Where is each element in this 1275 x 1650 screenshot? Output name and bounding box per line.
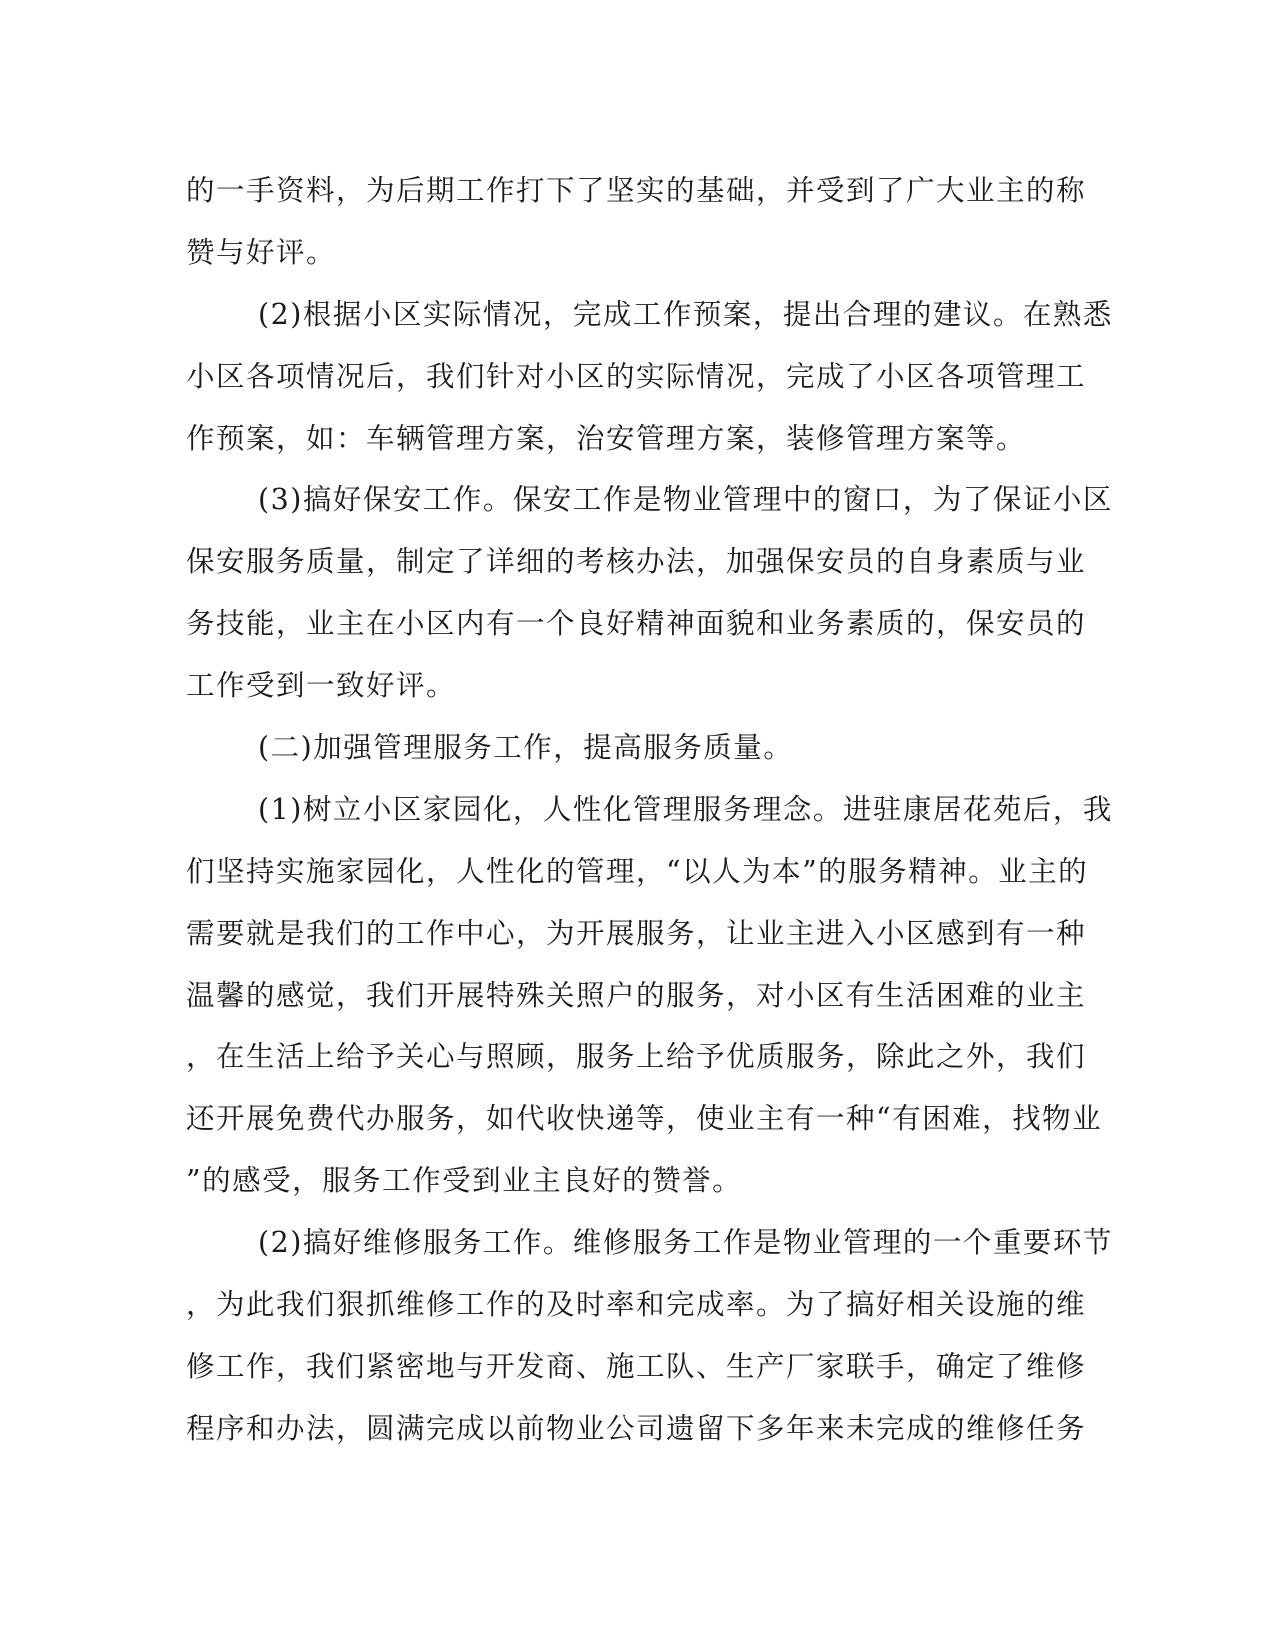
text-line: 的一手资料，为后期工作打下了坚实的基础，并受到了广大业主的称 bbox=[186, 174, 1087, 207]
text-line: 修工作，我们紧密地与开发商、施工队、生产厂家联手，确定了维修 bbox=[186, 1349, 1087, 1383]
text-line: 还开展免费代办服务，如代收快递等，使业主有一种“有困难，找物业 bbox=[186, 1102, 1103, 1136]
paragraph-start-line: (2)根据小区实际情况，完成工作预案，提出合理的建议。在熟悉 bbox=[258, 297, 1113, 331]
text-line: ，为此我们狠抓维修工作的及时率和完成率。为了搞好相关设施的维 bbox=[186, 1288, 1087, 1322]
text-line: 赞与好评。 bbox=[186, 235, 337, 269]
paragraph-start-line: (3)搞好保安工作。保安工作是物业管理中的窗口，为了保证小区 bbox=[258, 483, 1113, 517]
text-line: 们坚持实施家园化，人性化的管理，“以人为本”的服务精神。业主的 bbox=[186, 854, 1089, 888]
section-heading: (二)加强管理服务工作，提高服务质量。 bbox=[258, 731, 794, 765]
paragraph-start-line: (1)树立小区家园化，人性化管理服务理念。进驻康居花苑后，我 bbox=[258, 792, 1113, 826]
text-line: 程序和办法，圆满完成以前物业公司遗留下多年来未完成的维修任务 bbox=[186, 1411, 1087, 1445]
text-line: ”的感受，服务工作受到业主良好的赞誉。 bbox=[186, 1164, 743, 1198]
body-text bbox=[186, 160, 1113, 1460]
text-line: 需要就是我们的工作中心，为开展服务，让业主进入小区感到有一种 bbox=[186, 916, 1087, 950]
text-line: 温馨的感觉，我们开展特殊关照户的服务，对小区有生活困难的业主 bbox=[186, 978, 1087, 1012]
text-line: 务技能，业主在小区内有一个良好精神面貌和业务素质的，保安员的 bbox=[186, 607, 1087, 641]
paragraph-start-line: (2)搞好维修服务工作。维修服务工作是物业管理的一个重要环节 bbox=[258, 1226, 1113, 1260]
text-line: 工作受到一致好评。 bbox=[186, 669, 457, 703]
text-line: 小区各项情况后，我们针对小区的实际情况，完成了小区各项管理工 bbox=[186, 359, 1087, 393]
text-line: 保安服务质量，制定了详细的考核办法，加强保安员的自身素质与业 bbox=[186, 545, 1087, 579]
text-line: ，在生活上给予关心与照顾，服务上给予优质服务，除此之外，我们 bbox=[186, 1040, 1087, 1074]
text-line: 作预案，如：车辆管理方案，治安管理方案，装修管理方案等。 bbox=[186, 421, 1027, 455]
